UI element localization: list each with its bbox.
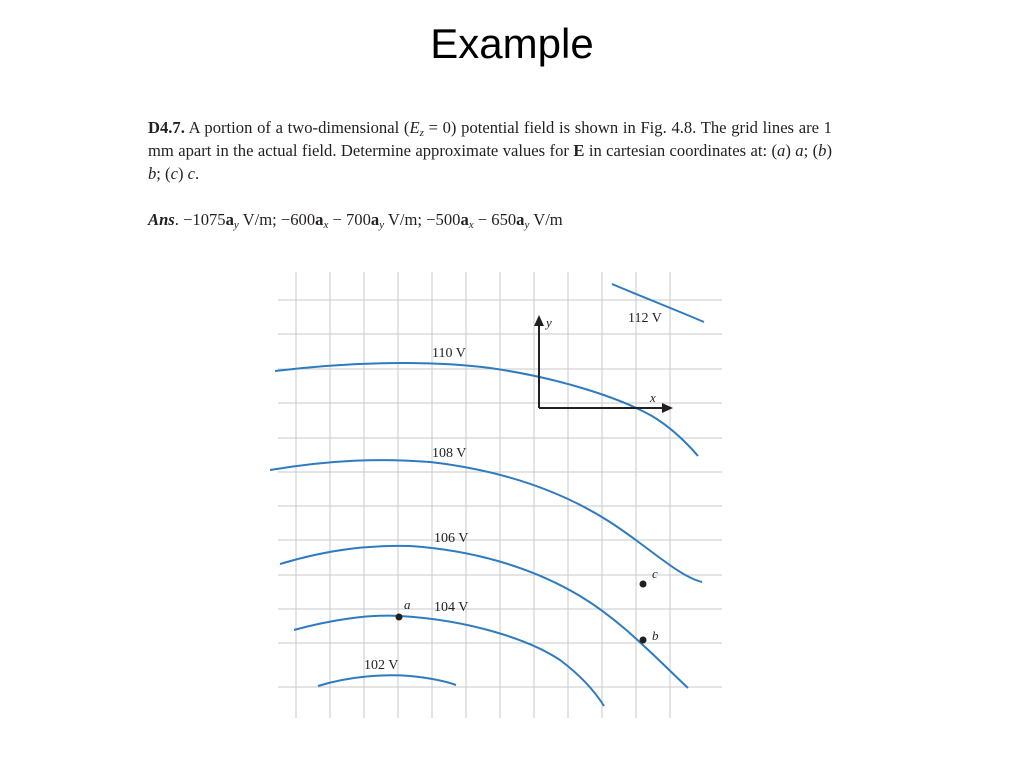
part-label: c <box>170 164 178 183</box>
answer-value: − 700 <box>328 210 371 229</box>
part-label: b <box>818 141 827 160</box>
answer-value: −600 <box>280 210 316 229</box>
problem-text: = 0) potential field is shown in Fig. 4.8. The grid lines are 1 mm apart in the actual field. Determine approximate values for <box>148 118 832 160</box>
answer-value: −500 <box>426 210 461 229</box>
unit-vector-sub: x <box>323 219 329 231</box>
answer-unit: V/m; <box>384 210 427 229</box>
label-112v: 112 V <box>628 311 662 326</box>
point-ref: a <box>795 141 804 160</box>
label-106v: 106 V <box>434 531 469 546</box>
contour-labels <box>364 311 662 673</box>
problem-text: in cartesian coordinates at: ( <box>584 141 778 160</box>
problem-text: A portion of a two-dimensional ( <box>184 118 410 137</box>
label-104v: 104 V <box>434 600 469 615</box>
answer-text: . <box>174 210 184 229</box>
contour-110v <box>275 363 698 456</box>
problem-text: ) <box>785 141 796 160</box>
unit-vector: a <box>516 210 525 229</box>
x-axis-label: x <box>650 390 656 405</box>
label-108v: 108 V <box>432 446 467 461</box>
problem-id: D4.7. <box>148 118 185 137</box>
problem-text: ) <box>826 141 832 160</box>
problem-text: ; ( <box>803 141 819 160</box>
grid <box>278 272 722 718</box>
unit-vector: a <box>460 210 469 229</box>
unit-vector-sub: y <box>379 219 385 231</box>
answer-value: − 650 <box>473 210 517 229</box>
point-ref: c <box>187 164 196 183</box>
point-a-label: a <box>404 597 411 612</box>
ez-symbol: E <box>409 118 420 137</box>
contour-106v <box>280 546 688 688</box>
unit-vector: a <box>225 210 234 229</box>
point-ref: b <box>148 164 157 183</box>
ez-subscript: z <box>419 127 424 139</box>
unit-vector-sub: x <box>468 219 474 231</box>
answer-value: −1075 <box>183 210 226 229</box>
problem-text: ) <box>177 164 188 183</box>
contour-104v <box>294 616 604 706</box>
unit-vector: a <box>315 210 324 229</box>
y-axis-label: y <box>546 315 552 330</box>
unit-vector-sub: y <box>524 219 530 231</box>
answer-unit: V/m <box>529 210 563 229</box>
label-102v: 102 V <box>364 658 399 673</box>
ans-label: Ans <box>148 210 175 229</box>
problem-text: . <box>195 164 200 183</box>
y-axis-arrowhead-icon <box>534 315 544 326</box>
contour-102v <box>318 675 456 686</box>
contour-108v <box>270 460 702 582</box>
slide-title: Example <box>430 20 594 67</box>
point-c <box>640 581 647 588</box>
answer-unit: V/m; <box>238 210 281 229</box>
label-110v: 110 V <box>432 346 466 361</box>
e-vector-symbol: E <box>573 141 585 160</box>
point-c-label: c <box>652 566 658 581</box>
point-b-label: b <box>652 628 659 643</box>
unit-vector: a <box>370 210 380 229</box>
problem-text: ; ( <box>156 164 171 183</box>
point-a <box>396 614 403 621</box>
part-label: a <box>777 141 786 160</box>
x-axis-arrowhead-icon <box>662 403 673 413</box>
point-b <box>640 637 647 644</box>
unit-vector-sub: y <box>233 219 239 231</box>
